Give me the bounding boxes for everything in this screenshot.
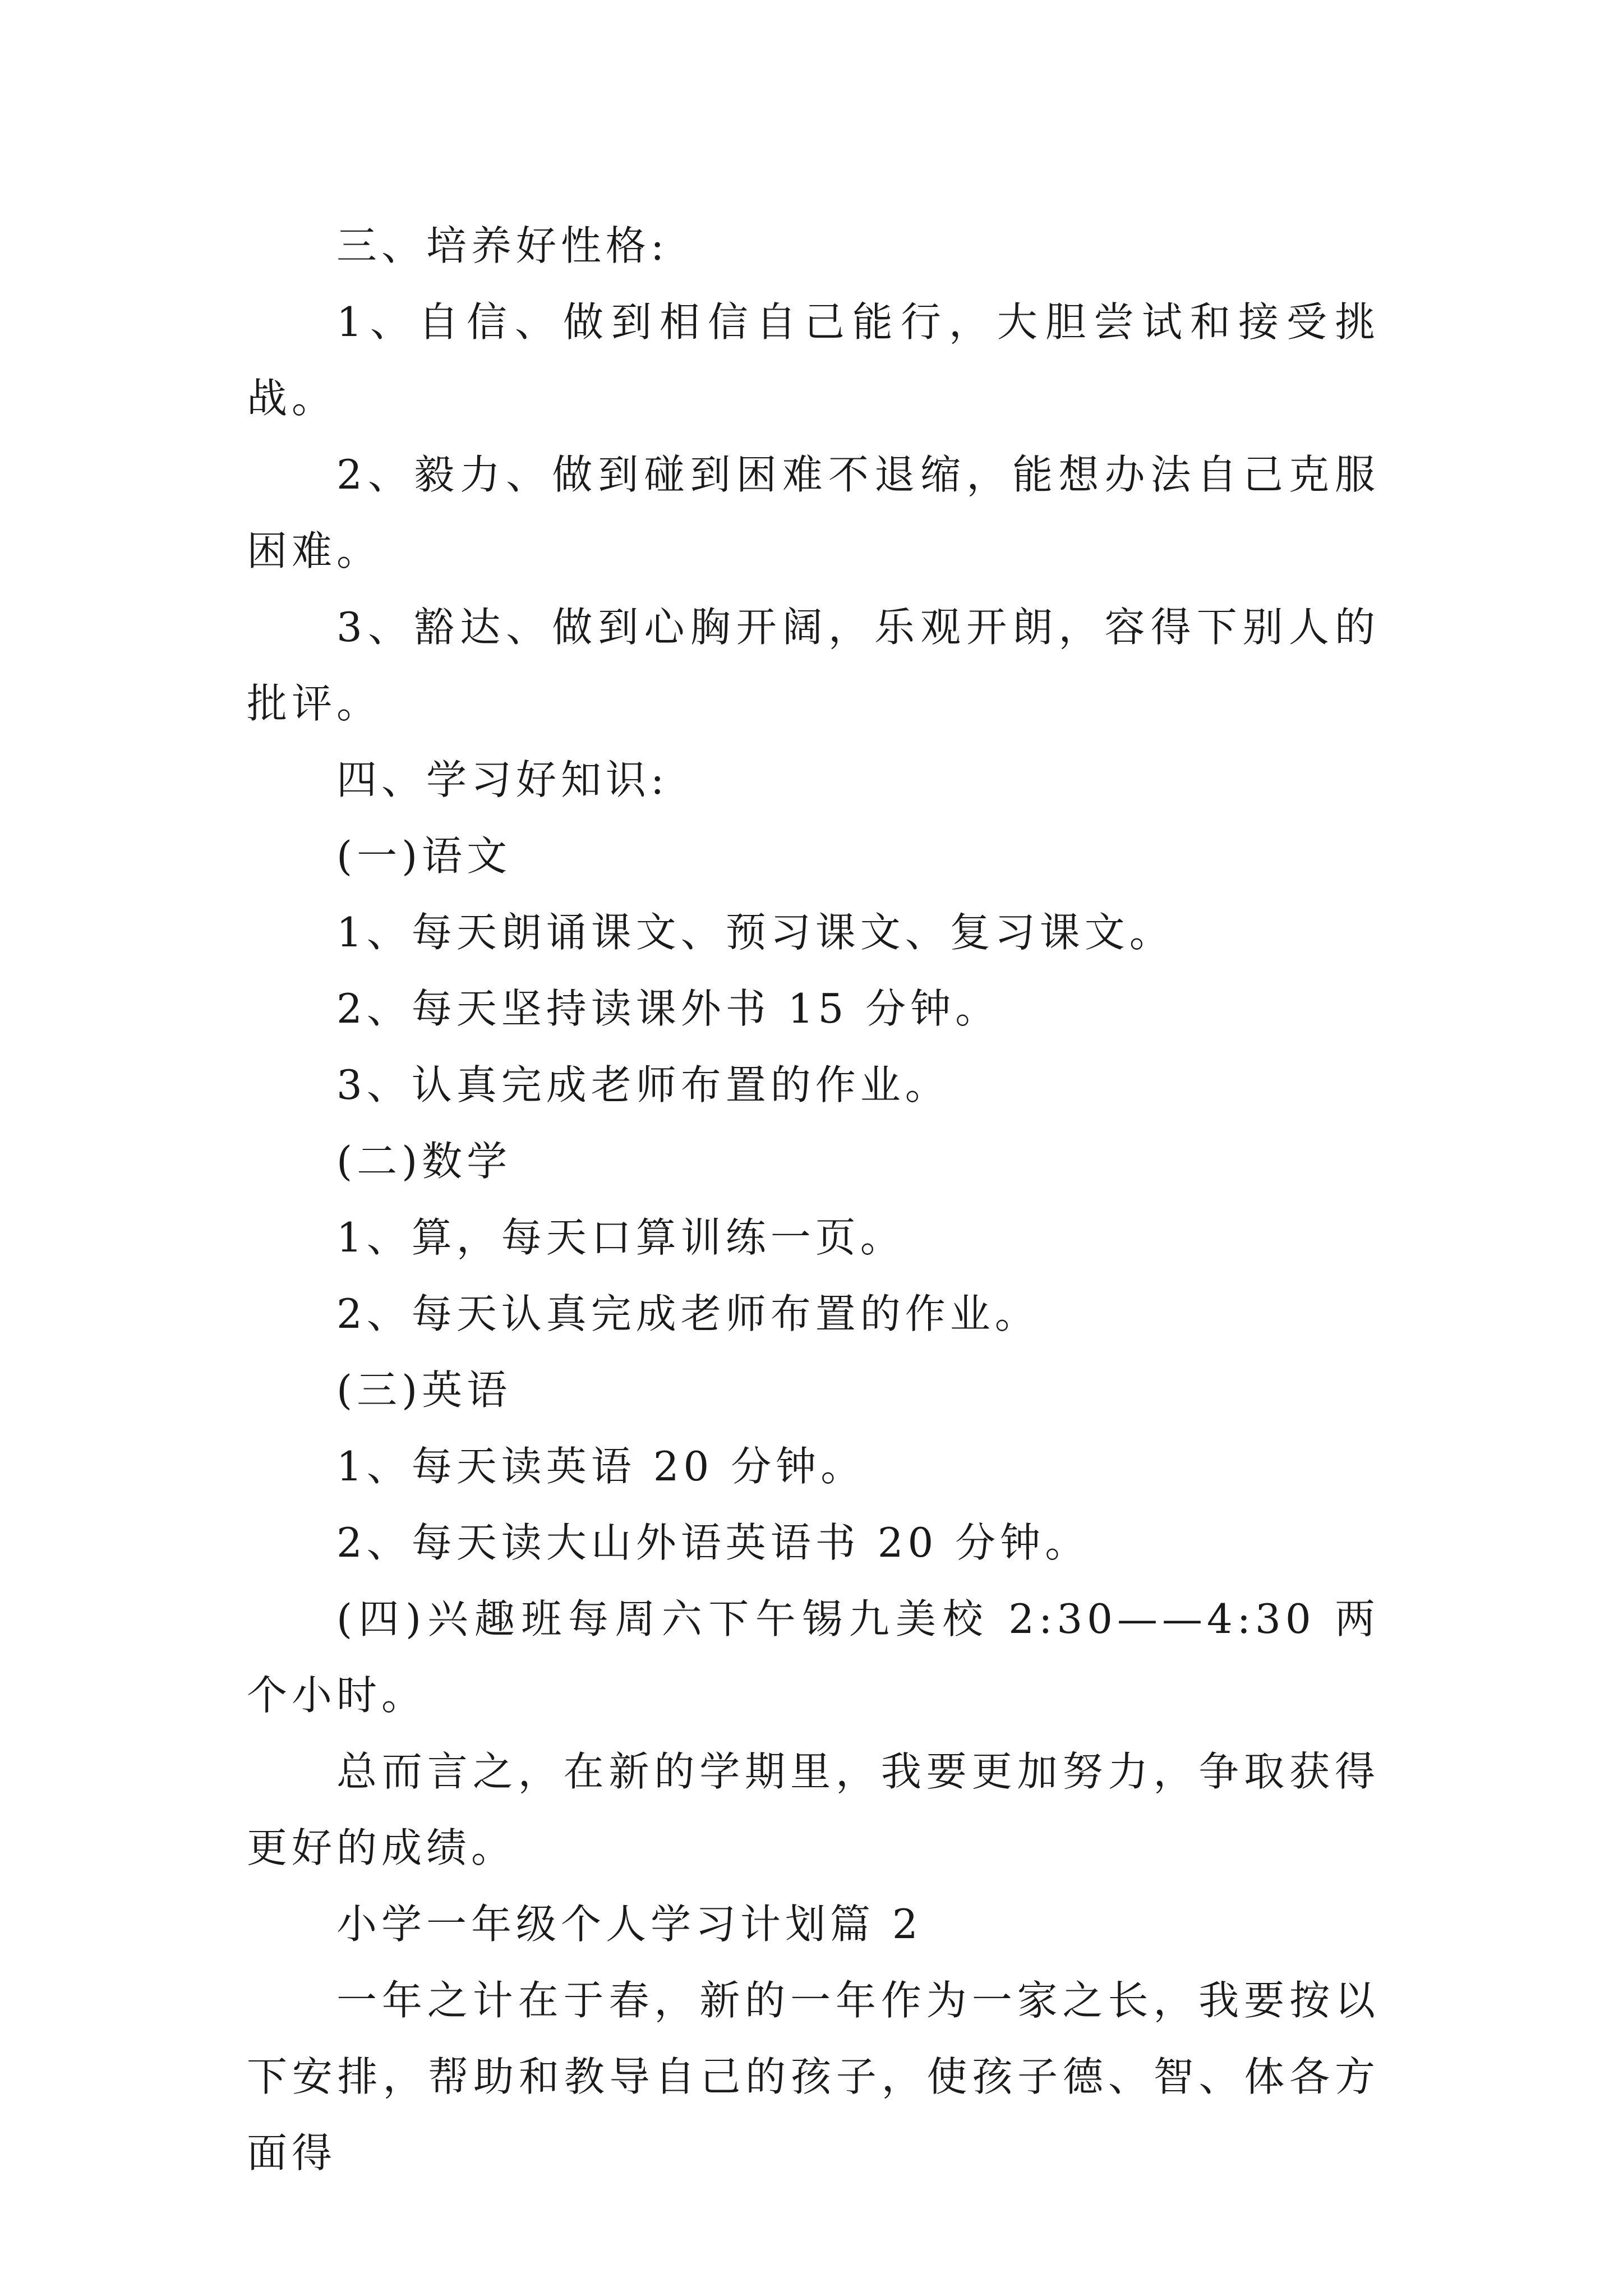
paragraph: 2、每天读大山外语英语书 20 分钟。 (336, 1519, 1090, 1566)
paragraph: 2、毅力、做到碰到困难不退缩，能想办法自己克服困难。 (247, 451, 1380, 574)
heading-section-4: 四、学习好知识: (336, 756, 669, 803)
paragraph: 1、算，每天口算训练一页。 (336, 1214, 905, 1261)
paragraph: (四)兴趣班每周六下午锡九美校 2:30——4:30 两个小时。 (247, 1595, 1380, 1719)
paragraph: 1、自信、做到相信自己能行，大胆尝试和接受挑战。 (247, 298, 1380, 422)
subheading-chinese: (一)语文 (336, 832, 512, 880)
article-title: 小学一年级个人学习计划篇 2 (336, 1901, 923, 1948)
paragraph: 总而言之，在新的学期里，我要更加努力，争取获得更好的成绩。 (247, 1748, 1380, 1871)
paragraph: 2、每天认真完成老师布置的作业。 (336, 1290, 1040, 1337)
paragraph: 1、每天朗诵课文、预习课文、复习课文。 (336, 909, 1174, 956)
paragraph: 2、每天坚持读课外书 15 分钟。 (336, 985, 1000, 1032)
paragraph: 1、每天读英语 20 分钟。 (336, 1443, 866, 1490)
paragraph: 3、豁达、做到心胸开阔，乐观开朗，容得下别人的批评。 (247, 604, 1380, 727)
subheading-math: (二)数学 (336, 1138, 512, 1185)
heading-section-3: 三、培养好性格: (336, 222, 669, 269)
document-body (247, 208, 1380, 2191)
paragraph: 一年之计在于春，新的一年作为一家之长，我要按以下安排，帮助和教导自己的孩子，使孩子德、智、体各方面得 (247, 1977, 1380, 2177)
paragraph: 3、认真完成老师布置的作业。 (336, 1061, 950, 1108)
subheading-english: (三)英语 (336, 1366, 512, 1414)
